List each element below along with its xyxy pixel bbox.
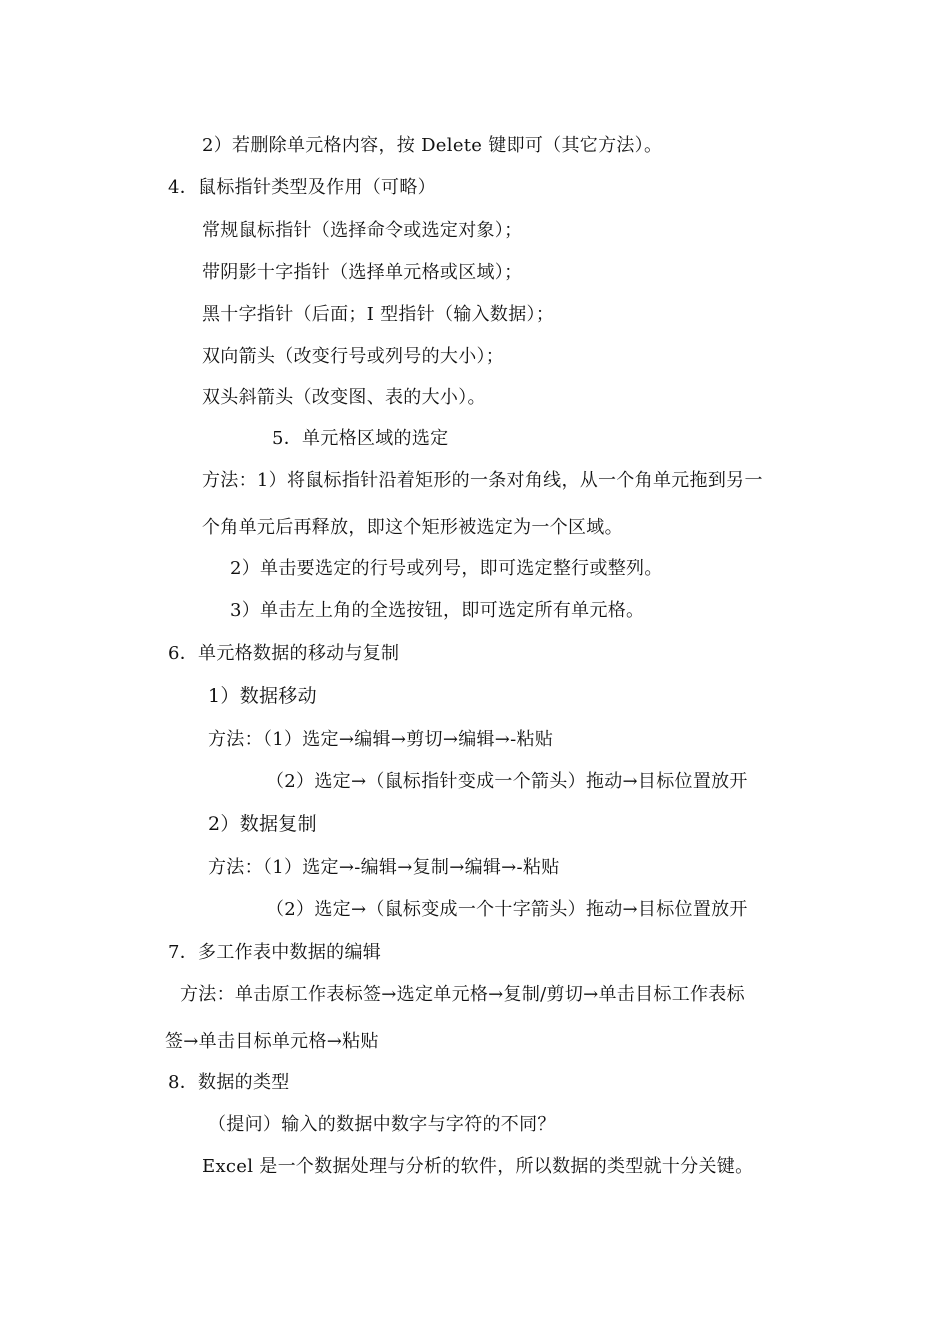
text-line-normal-pointer: 常规鼠标指针（选择命令或选定对象）； <box>202 220 523 241</box>
text-line-copy-method-1: 方法：（1）选定→-编辑→复制→编辑→-粘贴 <box>208 857 560 878</box>
text-line-double-diagonal-arrow: 双头斜箭头（改变图、表的大小）。 <box>202 387 486 408</box>
heading-data-types: 8．数据的类型 <box>168 1072 290 1093</box>
heading-move-and-copy: 6．单元格数据的移动与复制 <box>168 643 400 664</box>
text-line-black-cross-pointer: 黑十字指针（后面；I 型指针（输入数据）； <box>202 304 555 325</box>
text-line-multi-sheet-method: 方法：单击原工作表标签→选定单元格→复制/剪切→单击目标工作表标 <box>180 984 745 1005</box>
subheading-data-copy: 2）数据复制 <box>208 813 317 835</box>
text-line-double-arrow: 双向箭头（改变行号或列号的大小）； <box>202 346 505 367</box>
text-line-multi-sheet-method-cont: 签→单击目标单元格→粘贴 <box>165 1031 379 1052</box>
text-line-move-method-1: 方法：（1）选定→编辑→剪切→编辑→-粘贴 <box>208 729 554 750</box>
text-line-shadow-cross-pointer: 带阴影十字指针（选择单元格或区域）； <box>202 262 523 283</box>
text-line-excel-description: Excel 是一个数据处理与分析的软件，所以数据的类型就十分关键。 <box>202 1156 754 1177</box>
text-line-selection-method-3: 3）单击左上角的全选按钮，即可选定所有单元格。 <box>230 600 645 621</box>
text-line-selection-method-2: 2）单击要选定的行号或列号，即可选定整行或整列。 <box>230 558 663 579</box>
text-line-selection-method-1-cont: 个角单元后再释放，即这个矩形被选定为一个区域。 <box>202 517 623 538</box>
text-line-copy-method-2: （2）选定→（鼠标变成一个十字箭头）拖动→目标位置放开 <box>266 899 748 920</box>
text-line-delete-cell-content: 2）若删除单元格内容，按 Delete 键即可（其它方法）。 <box>202 135 663 156</box>
text-line-move-method-2: （2）选定→（鼠标指针变成一个箭头）拖动→目标位置放开 <box>266 771 748 792</box>
heading-multi-sheet-edit: 7．多工作表中数据的编辑 <box>168 942 382 963</box>
heading-cell-range-selection: 5．单元格区域的选定 <box>272 428 449 449</box>
subheading-data-move: 1）数据移动 <box>208 685 317 707</box>
text-line-question: （提问）输入的数据中数字与字符的不同？ <box>208 1114 556 1135</box>
text-line-selection-method-1: 方法：1）将鼠标指针沿着矩形的一条对角线，从一个角单元拖到另一 <box>202 470 763 491</box>
heading-mouse-pointer-types: 4．鼠标指针类型及作用（可略） <box>168 177 436 198</box>
